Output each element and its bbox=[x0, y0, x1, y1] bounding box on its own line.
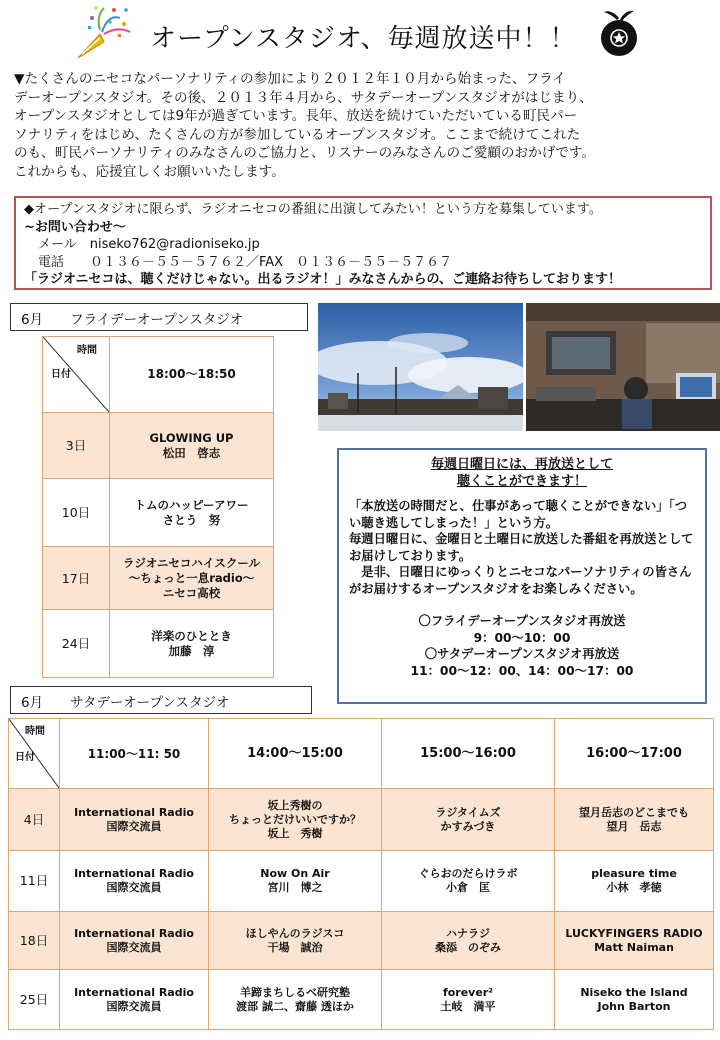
program-title: Now On Air bbox=[260, 867, 330, 880]
day-cell: 10日 bbox=[43, 479, 110, 547]
program-title: ちょっとだけいいですか？ bbox=[229, 812, 361, 826]
program-title: 坂上秀樹の bbox=[267, 798, 323, 812]
program-host: 国際交流員 bbox=[106, 819, 162, 833]
program-host: かすみづき bbox=[440, 819, 496, 833]
program-host: John Barton bbox=[597, 999, 671, 1013]
program-cell bbox=[555, 851, 714, 912]
contact-phone: 電話 ０１３６－５５－５７６２／FAX ０１３６－５５－５７６７ bbox=[38, 254, 453, 270]
program-cell bbox=[60, 970, 209, 1030]
day-cell: 11日 bbox=[9, 851, 60, 912]
recruit-box bbox=[14, 196, 712, 290]
friday-rerun-time: 9：00～10：00 bbox=[473, 630, 571, 645]
program-title: International Radio bbox=[74, 926, 194, 940]
rebroadcast-box bbox=[337, 448, 707, 704]
program-title: ラジオニセコハイスクール bbox=[122, 555, 261, 570]
program-cell bbox=[60, 851, 209, 912]
program-host: さとう 努 bbox=[162, 512, 221, 527]
program-cell bbox=[110, 413, 274, 479]
contact-mail[interactable]: メール niseko762@radioniseko.jp bbox=[38, 237, 260, 252]
program-cell bbox=[382, 789, 555, 851]
table-row bbox=[9, 851, 714, 912]
program-host: 桑添 のぞみ bbox=[435, 940, 501, 954]
contact-title: ~お問い合わせ～ bbox=[24, 219, 126, 235]
time-slot-header: 14:00～15:00 bbox=[209, 719, 382, 789]
day-cell: 17日 bbox=[43, 547, 110, 610]
intro-line: オープンスタジオとしては9年が過ぎています。長年、放送を続けていただいている町民パー bbox=[14, 108, 578, 125]
rebroadcast-heading-2: 聴くことができます！ bbox=[456, 474, 587, 489]
program-title: 望月岳志のどこまでも bbox=[579, 805, 689, 819]
friday-schedule-table bbox=[42, 336, 274, 678]
program-host: 国際交流員 bbox=[106, 881, 162, 894]
page-title: オープンスタジオ、毎週放送中！！ bbox=[150, 24, 577, 54]
table-row bbox=[43, 547, 274, 610]
program-title: pleasure time bbox=[591, 867, 677, 880]
program-title: ラジタイムズ bbox=[435, 805, 501, 819]
saturday-rerun-time: 11：00～12：00、14：00～17：00 bbox=[410, 663, 634, 678]
program-title: International Radio bbox=[74, 867, 194, 880]
program-host: 加藤 淳 bbox=[168, 643, 215, 658]
program-cell bbox=[555, 789, 714, 851]
corner-time-label: 時間 bbox=[77, 345, 97, 356]
corner-date-label: 日付 bbox=[51, 369, 71, 380]
rebroadcast-body-2: 毎週日曜日に、金曜日と土曜日に放送した番組を再放送としてお届けしております。 bbox=[349, 532, 694, 563]
corner-date-label: 日付 bbox=[15, 752, 35, 763]
program-title: ハナラジ bbox=[446, 926, 490, 940]
program-cell bbox=[382, 851, 555, 912]
saturday-section-label: 6月 サタデーオープンスタジオ bbox=[10, 686, 312, 714]
program-cell bbox=[555, 912, 714, 970]
intro-line: ▼たくさんのニセコなパーソナリティの参加により２０１２年１０月から始まった、フライ bbox=[14, 71, 566, 87]
program-cell bbox=[110, 610, 274, 678]
day-cell: 24日 bbox=[43, 610, 110, 678]
program-cell bbox=[209, 789, 382, 851]
program-title: 羊蹄まちしるべ研究塾 bbox=[240, 985, 350, 999]
table-row bbox=[43, 610, 274, 678]
program-title: ぐらおのだらけラボ bbox=[418, 867, 518, 880]
friday-rerun-title: 〇フライデーオープンスタジオ再放送 bbox=[418, 614, 626, 628]
program-title: トムのハッピーアワー bbox=[134, 497, 249, 512]
radio-niseko-logo-icon bbox=[596, 8, 642, 58]
rebroadcast-heading-1: 毎週日曜日には、再放送として bbox=[430, 457, 613, 472]
program-host: 小倉 匡 bbox=[446, 881, 490, 894]
program-title: ほしやんのラジスコ bbox=[245, 926, 345, 940]
program-title: Niseko the Island bbox=[580, 985, 688, 999]
program-host: 国際交流員 bbox=[106, 940, 162, 954]
time-slot-header: 16:00～17:00 bbox=[555, 719, 714, 789]
program-cell bbox=[110, 547, 274, 610]
rebroadcast-body-3: 是非、日曜日にゆっくりとニセコなパーソナリティの皆さんがお届けするオープンスタジオをお楽しみください。 bbox=[349, 565, 692, 596]
program-host: ニセコ高校 bbox=[162, 585, 221, 600]
intro-text bbox=[14, 70, 708, 182]
table-corner-cell bbox=[43, 337, 110, 413]
program-cell bbox=[209, 851, 382, 912]
program-cell bbox=[60, 789, 209, 851]
program-host: 土岐 満平 bbox=[440, 999, 496, 1013]
program-host: 国際交流員 bbox=[106, 999, 162, 1013]
program-host: 小林 孝徳 bbox=[606, 881, 662, 894]
studio-photo bbox=[526, 303, 720, 431]
program-cell bbox=[382, 970, 555, 1030]
table-row bbox=[43, 413, 274, 479]
friday-time-header: 18:00～18:50 bbox=[110, 337, 274, 413]
program-cell bbox=[209, 970, 382, 1030]
rebroadcast-body-1: 「本放送の時間だと、仕事があって聴くことができない」「つい聴き逃してしまった！」という方。 bbox=[349, 499, 688, 530]
table-row bbox=[9, 970, 714, 1030]
recruit-line: ◆オープンスタジオに限らず、ラジオニセコの番組に出演してみたい！という方を募集しています。 bbox=[24, 202, 602, 217]
program-subtitle: ～ちょっと一息radio～ bbox=[128, 570, 255, 585]
program-host: Matt Naiman bbox=[594, 940, 674, 954]
program-title: LUCKYFINGERS RADIO bbox=[565, 926, 703, 940]
program-host: 渡部 誠二、齋藤 透ほか bbox=[236, 999, 354, 1013]
program-host: 松田 啓志 bbox=[162, 445, 221, 460]
day-cell: 3日 bbox=[43, 413, 110, 479]
program-host: 坂上 秀樹 bbox=[267, 826, 323, 840]
party-popper-icon bbox=[74, 4, 134, 60]
program-title: International Radio bbox=[74, 985, 194, 999]
day-cell: 18日 bbox=[9, 912, 60, 970]
program-host: 望月 岳志 bbox=[606, 819, 662, 833]
program-cell bbox=[382, 912, 555, 970]
corner-time-label: 時間 bbox=[25, 726, 45, 737]
saturday-rerun-title: 〇サタデーオープンスタジオ再放送 bbox=[424, 647, 620, 661]
intro-line: ソナリティをはじめ、たくさんの方が参加しているオープンスタジオ。ここまで続けてこれた bbox=[14, 126, 581, 143]
intro-line: のも、町民パーソナリティのみなさんのご協力と、リスナーのみなさんのご愛顧のおかげです。 bbox=[14, 145, 595, 162]
intro-line: これからも、応援宜しくお願いいたします。 bbox=[14, 163, 285, 180]
program-cell bbox=[60, 912, 209, 970]
program-title: 洋楽のひととき bbox=[151, 628, 232, 643]
program-host: 宮川 博之 bbox=[267, 881, 323, 894]
program-title: International Radio bbox=[74, 805, 194, 819]
table-row bbox=[43, 479, 274, 547]
friday-section-label: 6月 フライデーオープンスタジオ bbox=[10, 303, 308, 331]
time-slot-header: 15:00～16:00 bbox=[382, 719, 555, 789]
program-title: GLOWING UP bbox=[149, 430, 234, 445]
landscape-photo bbox=[318, 303, 523, 431]
table-row bbox=[9, 789, 714, 851]
program-cell bbox=[209, 912, 382, 970]
program-title: forever² bbox=[442, 985, 494, 999]
saturday-schedule-table bbox=[8, 718, 714, 1030]
program-cell bbox=[555, 970, 714, 1030]
intro-line: デーオープンスタジオ。その後、２０１３年４月から、サタデーオープンスタジオがはじまり、 bbox=[14, 89, 593, 106]
day-cell: 4日 bbox=[9, 789, 60, 851]
table-row bbox=[9, 912, 714, 970]
day-cell: 25日 bbox=[9, 970, 60, 1030]
table-corner-cell bbox=[9, 719, 60, 789]
program-cell bbox=[110, 479, 274, 547]
recruit-closing: 「ラジオニセコは、聴くだけじゃない。出るラジオ！」みなさんからの、ご連絡お待ちしております！ bbox=[24, 272, 621, 287]
time-slot-header: 11:00～11: 50 bbox=[60, 719, 209, 789]
program-host: 干場 誠治 bbox=[267, 940, 323, 954]
